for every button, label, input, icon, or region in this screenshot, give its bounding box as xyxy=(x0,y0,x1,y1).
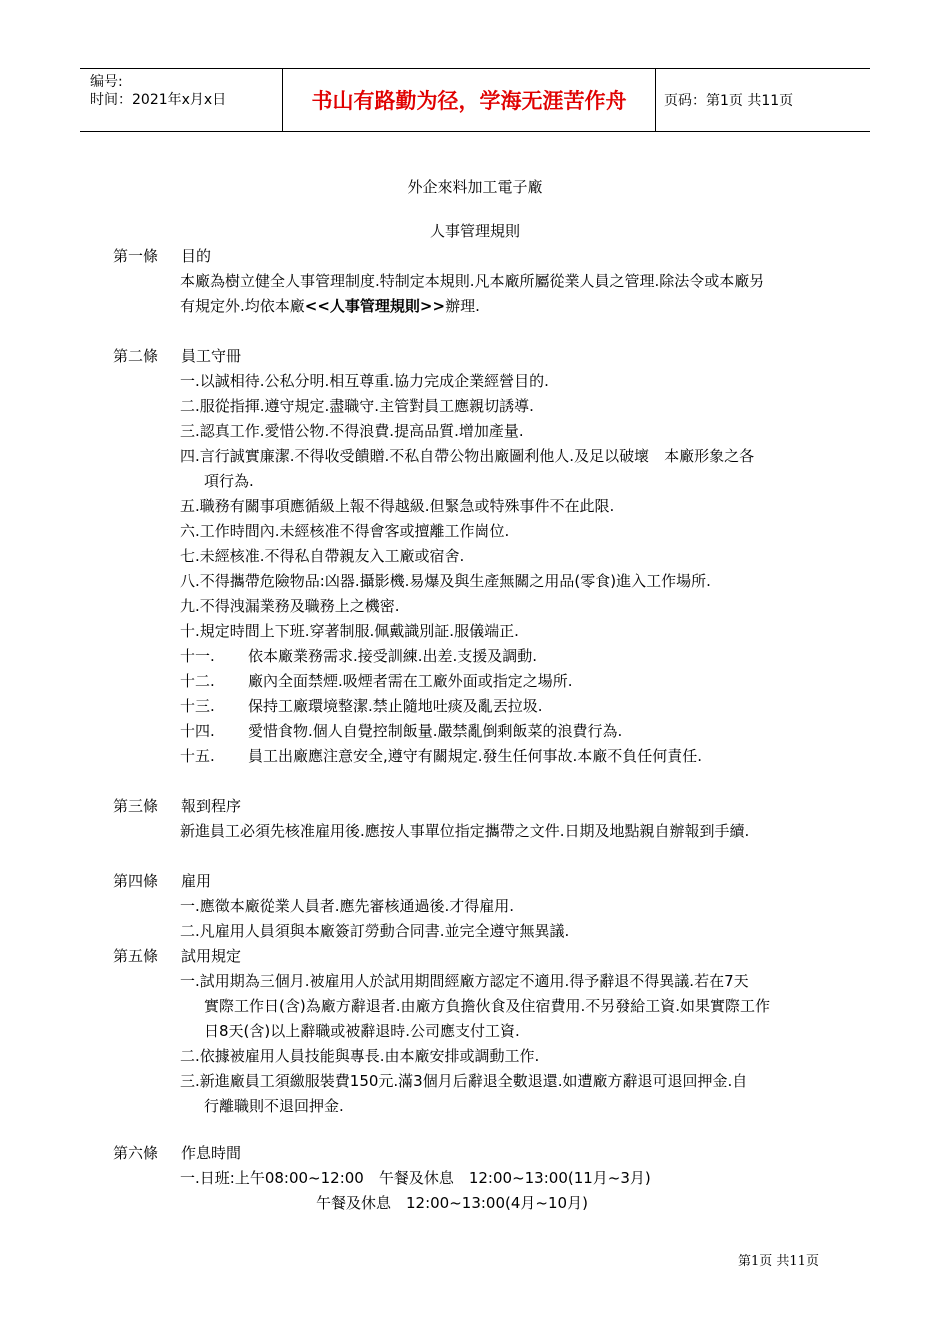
article-4-number: 第四條 xyxy=(113,872,159,890)
article-2-number: 第二條 xyxy=(113,347,159,365)
article-1-text-2 xyxy=(180,296,480,316)
article-1-text-part: 有規定外.均依本廠 xyxy=(180,297,305,315)
time-label: 时间：2021年x月x日 xyxy=(90,92,227,108)
article-4-title: 雇用 xyxy=(181,872,212,890)
list-item-number: 十三. xyxy=(180,697,215,715)
list-item: 七.未經核准.不得私自帶親友入工廠或宿舍. xyxy=(180,547,465,565)
list-item: 八.不得攜帶危險物品:凶器.攝影機.易爆及與生產無關之用品(零食)進入工作場所. xyxy=(180,572,711,590)
list-item: 二.凡雇用人員須與本廠簽訂勞動合同書.並完全遵守無異議. xyxy=(180,922,570,940)
article-1-text-part: 辦理. xyxy=(445,297,480,315)
list-item: 保持工廠環境整潔.禁止隨地吐痰及亂丟拉圾. xyxy=(248,697,543,715)
list-item-number: 十五. xyxy=(180,747,215,765)
header-page-label: 页码：第1页 共11页 xyxy=(664,93,794,109)
company-name: 外企來料加工電子廠 xyxy=(407,178,543,196)
page-header xyxy=(80,68,870,132)
list-item: 一.以誠相待.公私分明.相互尊重.協力完成企業經營目的. xyxy=(180,372,549,390)
list-item: 日8天(含)以上辭職或被辭退時.公司應支付工資. xyxy=(204,1022,520,1040)
number-label: 编号: xyxy=(90,74,123,90)
list-item: 項行為. xyxy=(204,472,254,490)
list-item: 十.規定時間上下班.穿著制服.佩戴識別証.服儀端正. xyxy=(180,622,519,640)
article-3-text: 新進員工必須先核准雇用後.應按人事單位指定攜帶之文件.日期及地點親自辦報到手續. xyxy=(180,822,750,840)
article-3-title: 報到程序 xyxy=(181,797,242,815)
list-item: 三.新進廠員工須繳服裝費150元.滿3個月后辭退全數退還.如遭廠方辭退可退回押金.自 xyxy=(180,1072,748,1090)
list-item: 員工出廠應注意安全,遵守有關規定.發生任何事故.本廠不負任何責任. xyxy=(248,747,703,765)
list-item: 廠內全面禁煙.吸煙者需在工廠外面或指定之場所. xyxy=(248,672,573,690)
list-item: 愛惜食物.個人自覺控制飯量.嚴禁亂倒剩飯菜的浪費行為. xyxy=(248,722,623,740)
list-item: 五.職務有關事項應循級上報不得越級.但緊急或特殊事件不在此限. xyxy=(180,497,615,515)
article-5-title: 試用規定 xyxy=(181,947,242,965)
article-2-title: 員工守冊 xyxy=(181,347,242,365)
article-3-number: 第三條 xyxy=(113,797,159,815)
list-item: 午餐及休息 12:00~13:00(4月~10月) xyxy=(316,1194,588,1212)
article-6-number: 第六條 xyxy=(113,1144,159,1162)
header-meta xyxy=(90,73,282,109)
list-item: 依本廠業務需求.接受訓練.出差.支援及調動. xyxy=(248,647,538,665)
list-item: 一.試用期為三個月.被雇用人於試用期間經廠方認定不適用.得予辭退不得異議.若在7天 xyxy=(180,972,749,990)
list-item: 三.認真工作.愛惜公物.不得浪費.提高品質.增加產量. xyxy=(180,422,524,440)
list-item: 實際工作日(含)為廠方辭退者.由廠方負擔伙食及住宿費用.不另發給工資.如果實際工作 xyxy=(204,997,771,1015)
list-item: 一.日班:上午08:00~12:00 午餐及休息 12:00~13:00(11月~3月) xyxy=(180,1169,651,1187)
list-item-number: 十二. xyxy=(180,672,215,690)
list-item: 四.言行誠實廉潔.不得收受饋贈.不私自帶公物出廠圖利他人.及足以破壞 本廠形象之各 xyxy=(180,447,755,465)
list-item: 二.依據被雇用人員技能與專長.由本廠安排或調動工作. xyxy=(180,1047,540,1065)
article-5-number: 第五條 xyxy=(113,947,159,965)
article-1-text: 本廠為樹立健全人事管理制度.特制定本規則.凡本廠所屬從業人員之管理.除法令或本廠另 xyxy=(180,272,765,290)
page-footer: 第1页 共11页 xyxy=(738,1254,819,1269)
article-6-title: 作息時間 xyxy=(181,1144,242,1162)
list-item: 行離職則不退回押金. xyxy=(204,1097,344,1115)
list-item: 二.服從指揮.遵守規定.盡職守.主管對員工應親切誘導. xyxy=(180,397,534,415)
list-item: 九.不得洩漏業務及職務上之機密. xyxy=(180,597,400,615)
list-item: 一.應徵本廠從業人員者.應先審核通過後.才得雇用. xyxy=(180,897,515,915)
list-item-number: 十一. xyxy=(180,647,215,665)
list-item-number: 十四. xyxy=(180,722,215,740)
document-title: 人事管理規則 xyxy=(429,222,520,240)
article-1-number: 第一條 xyxy=(113,247,159,265)
list-item: 六.工作時間內.未經核准不得會客或擅離工作崗位. xyxy=(180,522,510,540)
rules-title-bold: <<人事管理規則>> xyxy=(304,297,446,315)
article-1-title: 目的 xyxy=(181,247,212,265)
header-motto: 书山有路勤为径，学海无涯苦作舟 xyxy=(282,69,656,131)
